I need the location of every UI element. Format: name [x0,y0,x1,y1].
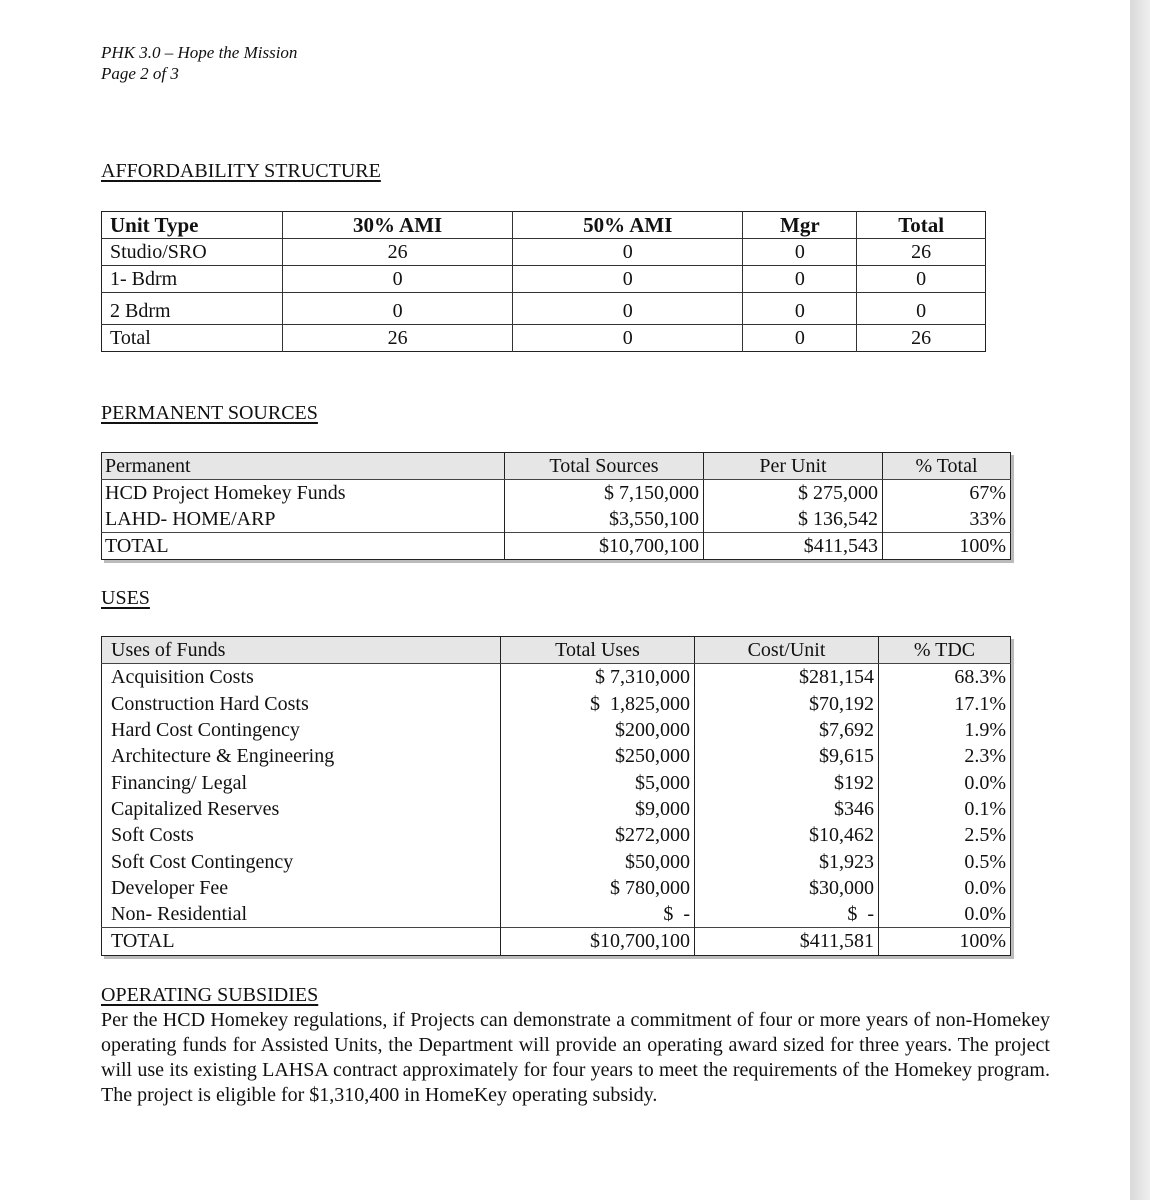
column-header: Unit Type [102,212,283,239]
page-edge-shadow [1130,0,1150,1200]
table-cell: 26 [857,239,986,266]
table-cell: 0 [743,239,857,266]
table-cell: $ - [501,901,695,928]
table-cell: 0 [513,266,743,293]
table-cell: TOTAL [102,928,501,955]
column-header: Total [898,212,945,237]
table-cell: $50,000 [501,848,695,874]
table-cell: 0 [283,293,513,325]
table-row [102,480,1011,507]
table-cell: Capitalized Reserves [102,796,501,822]
table-header-row [102,453,1011,480]
uses-title: USES [101,587,150,609]
table-cell: 0 [857,293,986,325]
table-row [102,239,986,266]
table-cell: $ 136,542 [704,506,883,533]
table-cell: Construction Hard Costs [102,691,501,717]
table-cell: $9,615 [695,743,879,769]
table-cell: Architecture & Engineering [102,743,501,769]
table-row [102,822,1011,848]
table-cell: 1.9% [964,719,1006,742]
table-cell: 2.3% [964,745,1006,768]
table-cell: $281,154 [695,664,879,691]
table-cell: 17.1% [954,692,1006,715]
table-cell: $ - [695,901,879,928]
table-cell: $ 275,000 [704,480,883,507]
table-row [102,796,1011,822]
table-cell: $200,000 [501,717,695,743]
table-row [102,325,986,352]
table-cell: $346 [695,796,879,822]
table-cell: 0.0% [964,903,1006,926]
table-row [102,875,1011,901]
table-cell: 1- Bdrm [102,266,283,293]
column-header: 50% AMI [513,212,743,239]
column-header: Cost/Unit [695,637,879,664]
table-cell: 0 [743,266,857,293]
table-row [102,769,1011,795]
table-cell: 0.0% [964,876,1006,899]
header-page-number: Page 2 of 3 [101,64,179,83]
table-cell: $272,000 [501,822,695,848]
table-cell: 0 [857,266,986,293]
table-row [102,691,1011,717]
table-cell: $5,000 [501,769,695,795]
table-cell: 0 [513,293,743,325]
table-cell: Non- Residential [102,901,501,928]
table-cell: $ 7,150,000 [505,480,704,507]
table-cell: 100% [879,928,1011,955]
table-cell: 2.5% [964,824,1006,847]
table-cell: $7,692 [695,717,879,743]
column-header: 30% AMI [283,212,513,239]
table-cell: $ 1,825,000 [501,691,695,717]
table-row [102,664,1011,691]
table-cell: 0.5% [964,850,1006,873]
table-cell: $411,581 [695,928,879,955]
affordability-title: AFFORDABILITY STRUCTURE [101,160,381,182]
table-cell: $10,700,100 [501,928,695,955]
table-row [102,848,1011,874]
table-cell: $10,462 [695,822,879,848]
affordability-table [101,211,986,352]
table-cell: 100% [883,533,1011,560]
table-cell: Total [102,325,283,352]
table-row [102,506,1011,533]
table-cell: $3,550,100 [505,506,704,533]
table-cell: 0 [743,293,857,325]
table-row [102,743,1011,769]
column-header: Uses of Funds [102,637,501,664]
table-cell: Studio/SRO [102,239,283,266]
table-header-row [102,637,1011,664]
table-cell: $70,192 [695,691,879,717]
table-cell: $30,000 [695,875,879,901]
table-cell: TOTAL [102,533,505,560]
table-cell: 26 [283,325,513,352]
table-row [102,901,1011,928]
table-row [102,533,1011,560]
table-cell: 67% [969,482,1006,504]
column-header: Permanent [102,453,505,480]
table-cell: $ 780,000 [501,875,695,901]
operating-subsidies-section [101,983,1050,1108]
table-cell: 68.3% [954,666,1006,689]
column-header: % Total [883,453,1011,480]
table-cell: 0.1% [964,797,1006,820]
table-cell: 26 [857,325,986,352]
table-cell: LAHD- HOME/ARP [102,506,505,533]
table-cell: Acquisition Costs [102,664,501,691]
table-cell: $1,923 [695,848,879,874]
table-cell: 0 [513,239,743,266]
column-header: Mgr [743,212,857,239]
table-cell: Soft Costs [102,822,501,848]
table-cell: Financing/ Legal [102,769,501,795]
table-cell: $ 7,310,000 [501,664,695,691]
column-header: Total Sources [505,453,704,480]
sources-title: PERMANENT SOURCES [101,402,318,424]
table-cell: Soft Cost Contingency [102,848,501,874]
table-row [102,928,1011,955]
subsidies-body: Per the HCD Homekey regulations, if Projects can demonstrate a commitment of four or more years of non-Homekey operating funds for Assisted Units, the Department will provide an operating award sized for three years. The project will use its existing LAHSA contract approximately for four years to meet the requirements of the Homekey program. The project is eligible for $1,310,400 in HomeKey operating subsidy. [101,1009,1050,1106]
table-cell: $9,000 [501,796,695,822]
table-cell: $250,000 [501,743,695,769]
table-cell: Developer Fee [102,875,501,901]
table-cell: HCD Project Homekey Funds [102,480,505,507]
header-project-line: PHK 3.0 – Hope the Mission [101,43,298,62]
table-cell: 33% [969,508,1006,530]
column-header: % TDC [879,637,1011,664]
table-cell: Hard Cost Contingency [102,717,501,743]
table-cell: 26 [283,239,513,266]
table-cell: 2 Bdrm [102,293,283,325]
page-header [101,42,297,84]
table-row [102,266,986,293]
permanent-sources-table [101,452,1011,560]
table-cell: $411,543 [704,533,883,560]
table-cell: 0 [513,325,743,352]
table-cell: $192 [695,769,879,795]
table-cell: 0 [743,325,857,352]
column-header: Total Uses [501,637,695,664]
table-cell: 0.0% [964,771,1006,794]
table-row [102,717,1011,743]
table-row [102,293,986,325]
column-header: Per Unit [704,453,883,480]
table-cell: $10,700,100 [505,533,704,560]
subsidies-title: OPERATING SUBSIDIES [101,984,319,1006]
table-header-row [102,212,986,239]
table-cell: 0 [283,266,513,293]
uses-table [101,636,1011,956]
